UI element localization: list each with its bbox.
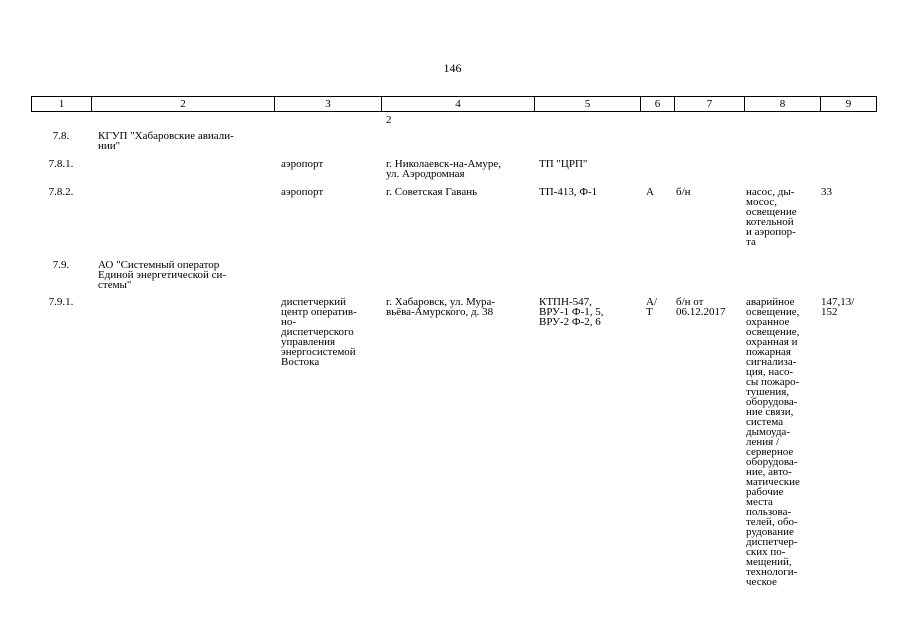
reliability-category: А/ Т <box>646 296 657 318</box>
object-address: г. Хабаровск, ул. Мура- вьёва-Амурского, д. 38 <box>386 296 495 318</box>
row-number: 7.8.2. <box>48 186 74 198</box>
power-source: КТПН-547, ВРУ-1 Ф-1, 5, ВРУ-2 Ф-2, 6 <box>539 296 604 328</box>
organization-name: КГУП "Хабаровские авиали- нии" <box>98 130 234 152</box>
power-value: 147,13/ 152 <box>821 296 855 318</box>
column-header-4: 4 <box>382 97 535 112</box>
column-header-9: 9 <box>821 97 877 112</box>
row-number: 7.9.1. <box>48 296 74 308</box>
column-header-8: 8 <box>745 97 821 112</box>
column-header-1: 1 <box>32 97 92 112</box>
object-address: г. Советская Гавань <box>386 186 478 198</box>
organization-name: АО "Системный оператор Единой энергетической си- стемы" <box>98 259 227 291</box>
object-name: диспетчеркий центр оператив- но- диспетчерского управления энергосистемой Востока <box>281 296 357 368</box>
document-reference: б/н <box>676 186 691 198</box>
row-number: 7.9. <box>52 259 70 271</box>
column-header-3: 3 <box>275 97 382 112</box>
reliability-category: А <box>646 186 654 198</box>
power-source: ТП-413, Ф-1 <box>539 186 598 198</box>
column-header-5: 5 <box>535 97 641 112</box>
document-reference: б/н от 06.12.2017 <box>676 296 726 318</box>
object-address: г. Николаевск-на-Амуре, ул. Аэродромная <box>386 158 501 180</box>
page-number: 146 <box>443 61 462 75</box>
equipment-list: аварийное освещение, охранное освещение, охранная и пожарная сигнализа- ция, насо- сы пожаро- тушения, оборудова- ние связи, система дымоуда- ления / серверное оборудова- ние, авто- матические рабочие места пользова- телей, обо- рудование диспетчер- ских по- мещений, технологи- ческое <box>746 296 800 588</box>
stray-mark: 2 <box>386 114 392 126</box>
power-value: 33 <box>821 186 832 198</box>
object-name: аэропорт <box>281 158 324 170</box>
column-header-6: 6 <box>641 97 675 112</box>
column-header-7: 7 <box>675 97 745 112</box>
object-name: аэропорт <box>281 186 324 198</box>
column-number-header <box>31 96 877 112</box>
equipment-list: насос, ды- мосос, освещение котельной и аэропор- та <box>746 186 797 248</box>
power-source: ТП "ЦРП" <box>539 158 588 170</box>
row-number: 7.8.1. <box>48 158 74 170</box>
column-header-2: 2 <box>92 97 275 112</box>
row-number: 7.8. <box>52 130 70 142</box>
